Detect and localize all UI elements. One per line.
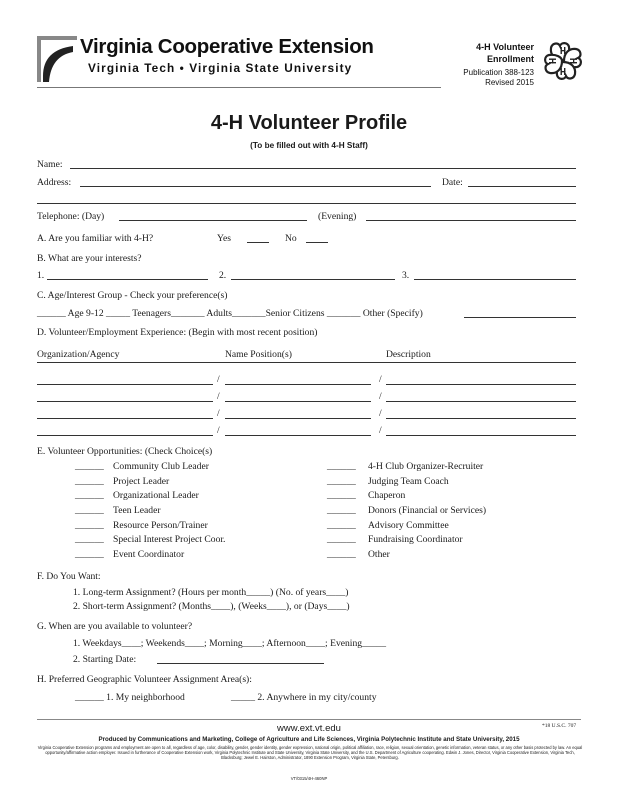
age-group-other-field[interactable] — [464, 317, 576, 318]
separator: / — [379, 408, 382, 419]
footer-publication-id: VT/0315/4H-460NP — [290, 776, 328, 781]
organization-field[interactable] — [37, 418, 213, 419]
organization-field[interactable] — [37, 401, 213, 402]
opportunity-checkbox[interactable]: ______ — [327, 549, 356, 560]
yes-label: Yes — [217, 233, 231, 244]
anywhere-city-option[interactable]: _____ 2. Anywhere in my city/county — [231, 692, 377, 703]
telephone-evening-label: (Evening) — [318, 211, 357, 222]
description-field[interactable] — [386, 418, 576, 419]
opportunity-label: Fundraising Coordinator — [368, 534, 463, 545]
description-field[interactable] — [386, 401, 576, 402]
opportunity-label: Project Leader — [113, 476, 170, 487]
opportunity-label: Teen Leader — [113, 505, 161, 516]
interest-1-label: 1. — [37, 270, 45, 281]
opportunity-label: Advisory Committee — [368, 520, 449, 531]
footer-code: *18 U.S.C. 707 — [542, 723, 577, 729]
date-label: Date: — [442, 177, 463, 188]
no-label: No — [285, 233, 297, 244]
question-d: D. Volunteer/Employment Experience: (Begin with most recent position) — [37, 327, 318, 338]
opportunity-label: Organizational Leader — [113, 490, 199, 501]
name-label: Name: — [37, 159, 63, 170]
interest-3-field[interactable] — [414, 279, 576, 280]
column-organization: Organization/Agency — [37, 349, 120, 360]
long-term-assignment[interactable]: 1. Long-term Assignment? (Hours per month_____) (No. of years____) — [73, 587, 349, 598]
opportunity-label: Other — [368, 549, 390, 560]
organization-field[interactable] — [37, 384, 213, 385]
interest-3-label: 3. — [402, 270, 410, 281]
opportunity-label: Community Club Leader — [113, 461, 209, 472]
column-position: Name Position(s) — [225, 349, 292, 360]
opportunity-checkbox[interactable]: ______ — [327, 461, 356, 472]
availability-times[interactable]: 1. Weekdays____; Weekends____; Morning____; Afternoon____; Evening_____ — [73, 638, 387, 649]
starting-date-field[interactable] — [157, 663, 324, 664]
interest-2-field[interactable] — [231, 279, 395, 280]
separator: / — [379, 425, 382, 436]
opportunity-checkbox[interactable]: ______ — [327, 534, 356, 545]
question-g: G. When are you available to volunteer? — [37, 621, 193, 632]
opportunity-label: Chaperon — [368, 490, 406, 501]
address-label: Address: — [37, 177, 72, 188]
page-subtitle: (To be filled out with 4-H Staff) — [250, 141, 368, 150]
opportunity-label: Resource Person/Trainer — [113, 520, 208, 531]
position-field[interactable] — [225, 384, 371, 385]
column-description: Description — [386, 349, 431, 360]
date-field[interactable] — [468, 186, 576, 187]
name-field[interactable] — [70, 168, 576, 169]
vce-logo-icon — [37, 36, 81, 82]
starting-date-label: 2. Starting Date: — [73, 654, 137, 665]
opportunity-checkbox[interactable]: ______ — [327, 505, 356, 516]
publication-number: Publication 388-123 — [463, 68, 534, 77]
telephone-day-label: Telephone: (Day) — [37, 211, 105, 222]
address-field[interactable] — [80, 186, 431, 187]
description-field[interactable] — [386, 384, 576, 385]
organization-field[interactable] — [37, 435, 213, 436]
experience-header-rule — [37, 362, 576, 363]
opportunity-label: Donors (Financial or Services) — [368, 505, 487, 516]
opportunity-checkbox[interactable]: ______ — [75, 520, 104, 531]
separator: / — [217, 391, 220, 402]
question-b: B. What are your interests? — [37, 253, 142, 264]
description-field[interactable] — [386, 435, 576, 436]
interest-2-label: 2. — [219, 270, 227, 281]
separator: / — [217, 374, 220, 385]
brand-title: Virginia Cooperative Extension — [80, 35, 374, 58]
question-a: A. Are you familiar with 4-H? — [37, 233, 154, 244]
series-line-2: Enrollment — [486, 54, 534, 64]
separator: / — [217, 408, 220, 419]
interest-1-field[interactable] — [47, 279, 208, 280]
age-group-options[interactable]: ______ Age 9-12 _____ Teenagers_______ Adults_______Senior Citizens _______ Other (Specify) — [37, 308, 423, 319]
opportunity-label: 4-H Club Organizer-Recruiter — [368, 461, 484, 472]
opportunity-label: Event Coordinator — [113, 549, 185, 560]
separator: / — [379, 374, 382, 385]
opportunity-checkbox[interactable]: ______ — [327, 520, 356, 531]
position-field[interactable] — [225, 401, 371, 402]
opportunity-checkbox[interactable]: ______ — [75, 476, 104, 487]
opportunity-checkbox[interactable]: ______ — [75, 534, 104, 545]
yes-checkbox[interactable] — [247, 242, 269, 243]
question-e: E. Volunteer Opportunities: (Check Choice(s) — [37, 446, 213, 457]
footer-fine-print: Virginia Cooperative Extension programs and employment are open to all, regardless of age, color, disability, gender, gender identity, gender expression, national origin, political affiliation, race, religion, sexual orientation, genetic information, veteran status, or any other basis protected by law. An equal opportunity/affirmative action employer. Issued in furtherance of Cooperative Extension work, Virginia Polytechnic Institute and State University, Virginia State University, and the U.S. Department of Agriculture cooperating. Edwin J. Jones, Director, Virginia Cooperative Extension, Virginia Tech, Blacksburg; Jewel E. Hairston, Administrator, 1890 Extension Program, Virginia State, Petersburg. — [37, 745, 583, 761]
opportunity-checkbox[interactable]: ______ — [75, 490, 104, 501]
question-f: F. Do You Want: — [37, 571, 101, 582]
opportunity-checkbox[interactable]: ______ — [75, 461, 104, 472]
address-line-2[interactable] — [37, 203, 576, 204]
revised-date: Revised 2015 — [485, 78, 534, 87]
separator: / — [217, 425, 220, 436]
question-h: H. Preferred Geographic Volunteer Assignment Area(s): — [37, 674, 252, 685]
short-term-assignment[interactable]: 2. Short-term Assignment? (Months____), (Weeks____), or (Days____) — [73, 601, 350, 612]
question-c: C. Age/Interest Group - Check your preference(s) — [37, 290, 228, 301]
position-field[interactable] — [225, 418, 371, 419]
opportunity-checkbox[interactable]: ______ — [327, 490, 356, 501]
position-field[interactable] — [225, 435, 371, 436]
opportunity-label: Judging Team Coach — [368, 476, 449, 487]
series-line-1: 4-H Volunteer — [476, 42, 534, 52]
opportunity-label: Special Interest Project Coor. — [113, 534, 226, 545]
telephone-evening-field[interactable] — [366, 220, 576, 221]
no-checkbox[interactable] — [306, 242, 328, 243]
opportunity-checkbox[interactable]: ______ — [327, 476, 356, 487]
footer-divider — [37, 719, 581, 720]
page-title: 4-H Volunteer Profile — [210, 112, 408, 134]
separator: / — [379, 391, 382, 402]
4h-clover-icon — [541, 39, 585, 83]
brand-subtitle: Virginia Tech • Virginia State University — [88, 61, 353, 75]
my-neighborhood-option[interactable]: ______ 1. My neighborhood — [75, 692, 185, 703]
footer-produced-by: Produced by Communications and Marketing, College of Agriculture and Life Sciences, Virginia Polytechnic Institute and State University, 2015 — [98, 736, 520, 743]
header-divider — [37, 87, 441, 88]
opportunity-checkbox[interactable]: ______ — [75, 505, 104, 516]
opportunity-checkbox[interactable]: ______ — [75, 549, 104, 560]
footer-url[interactable]: www.ext.vt.edu — [277, 723, 341, 734]
telephone-day-field[interactable] — [119, 220, 307, 221]
